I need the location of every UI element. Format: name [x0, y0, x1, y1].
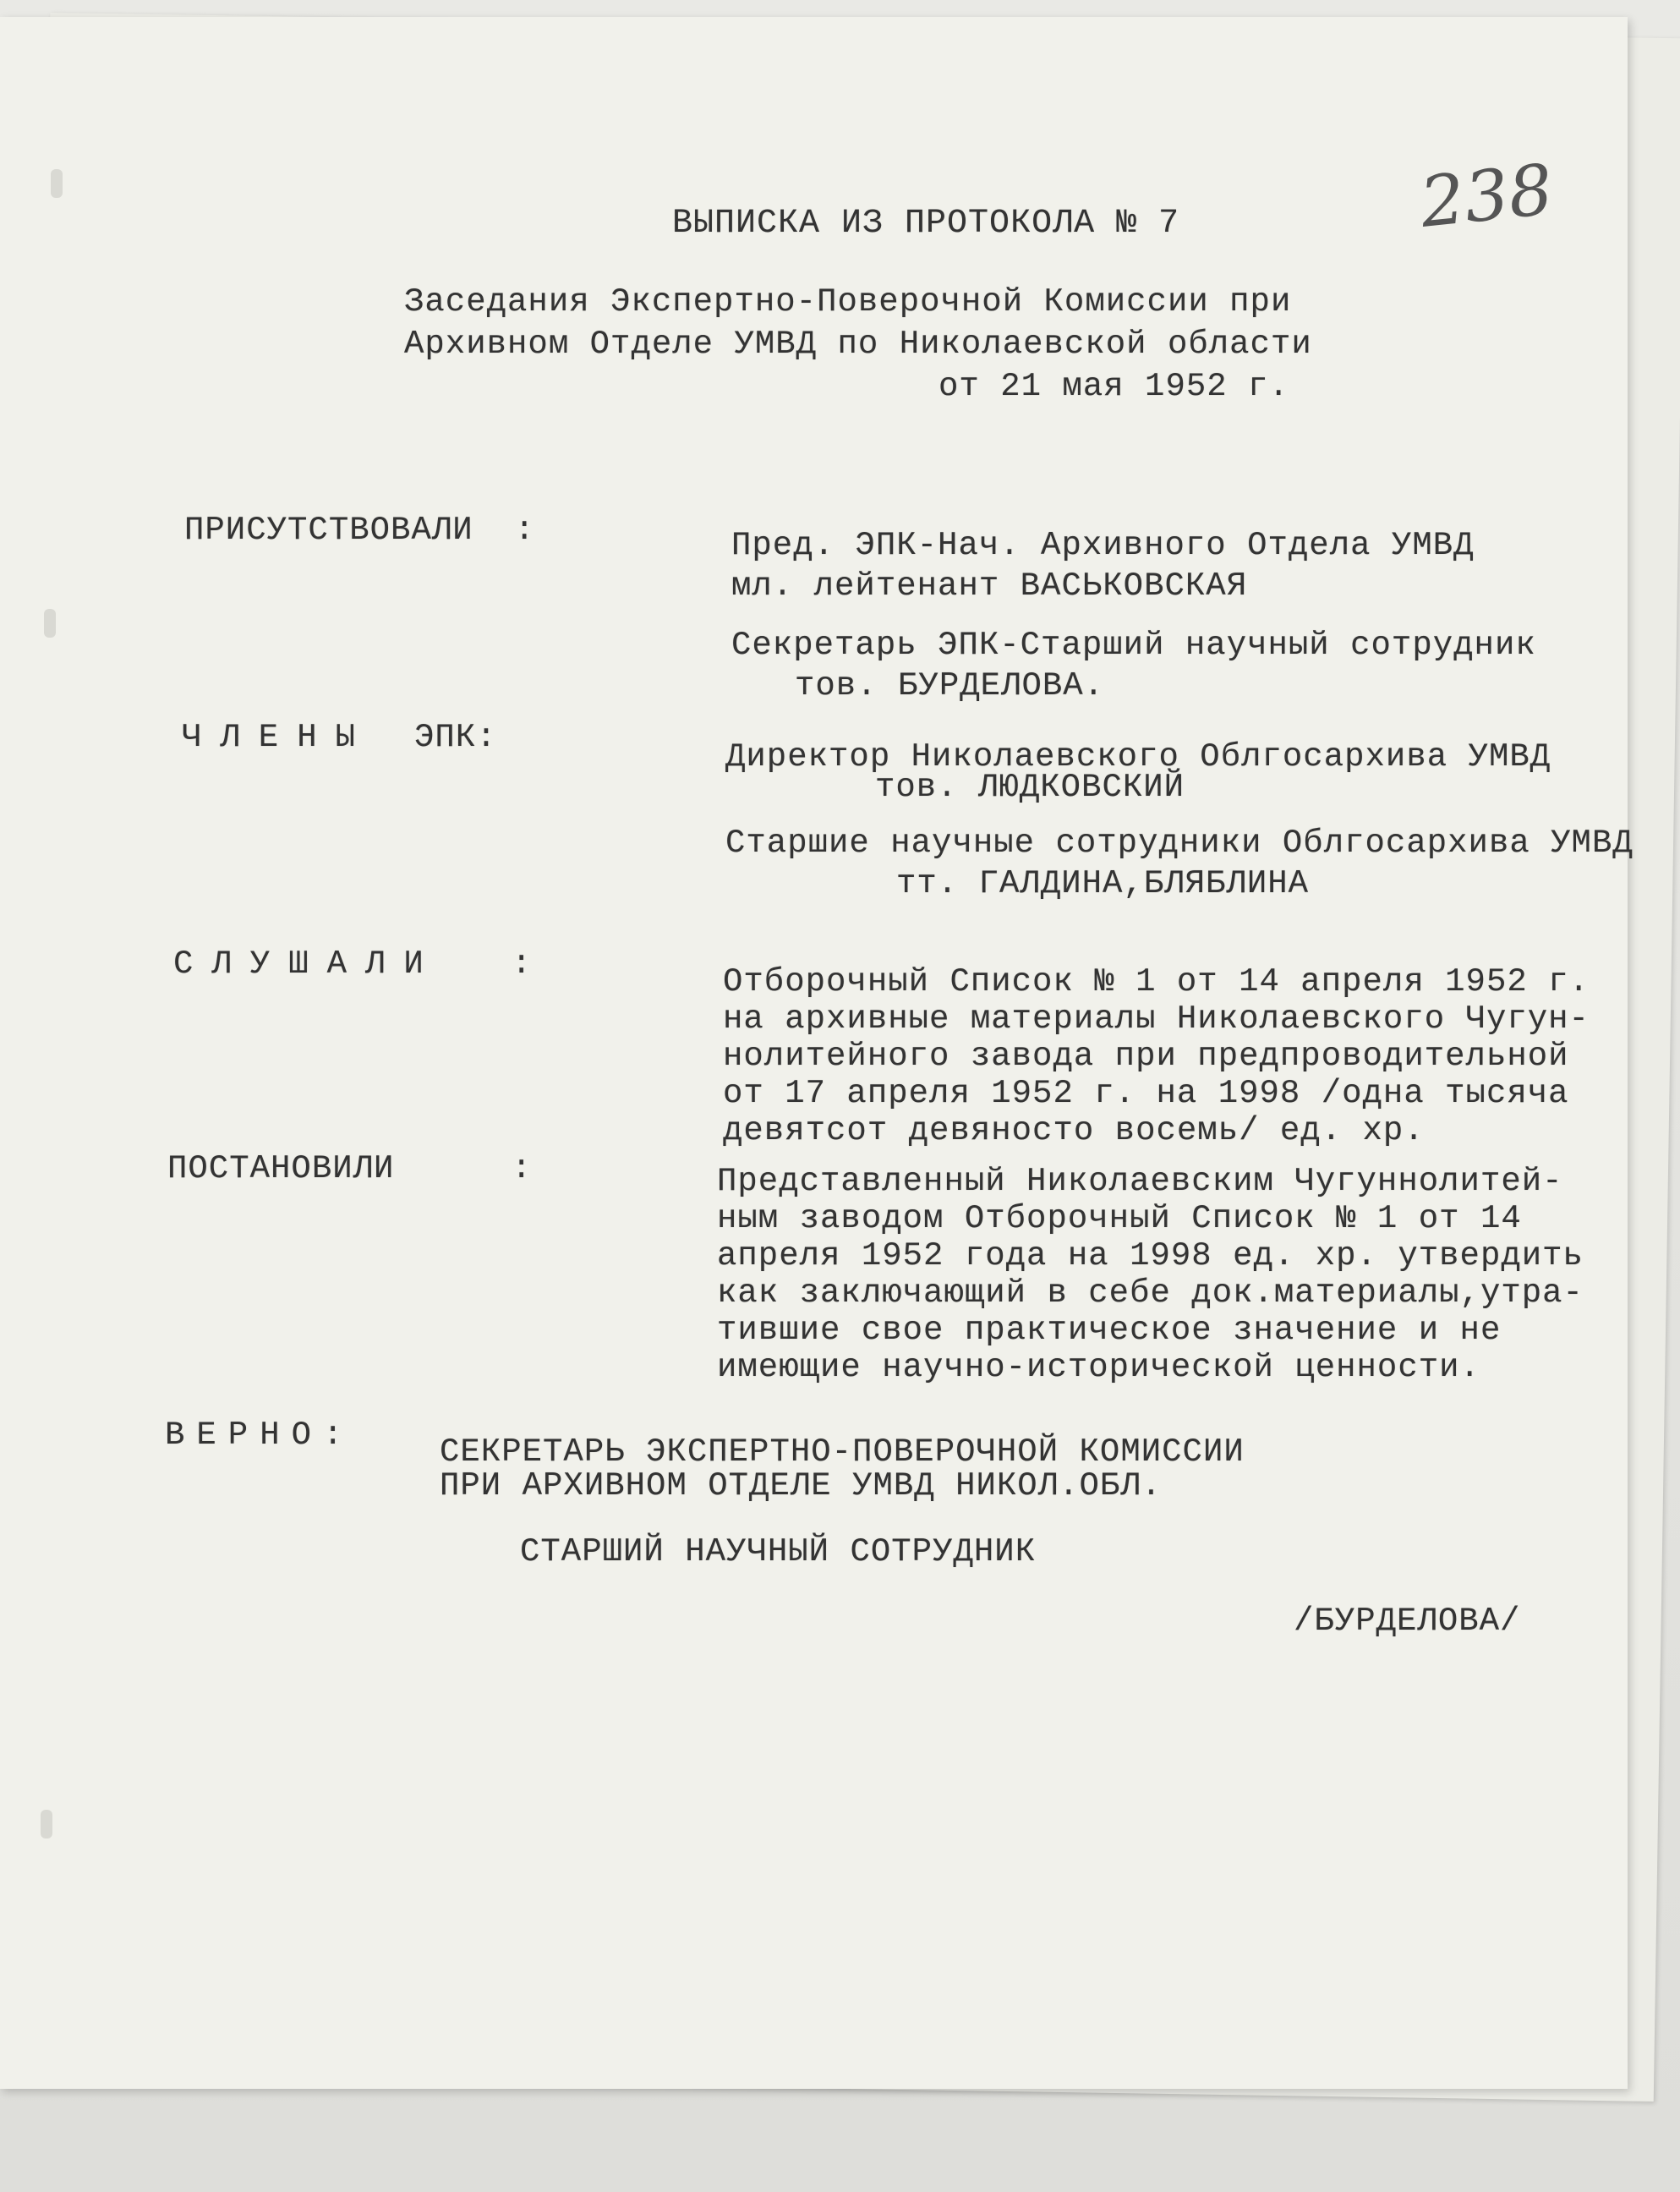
resolved-line-6: имеющие научно-исторической ценности.: [717, 1349, 1480, 1386]
members-label: ЧЛЕНЫ: [182, 719, 375, 756]
members-director-line-1: Директор Николаевского Облгосархива УМВД: [725, 738, 1551, 775]
present-label: ПРИСУТСТВОВАЛИ :: [184, 512, 535, 549]
punch-hole: [51, 169, 63, 198]
present-chair-line-2: мл. лейтенант ВАСЬКОВСКАЯ: [731, 567, 1248, 605]
certified-label: ВЕРНО:: [165, 1417, 355, 1454]
resolved-line-3: апреля 1952 года на 1998 ед. хр. утвердить: [717, 1237, 1584, 1274]
heard-line-5: девятсот девяносто восемь/ ед. хр.: [723, 1112, 1425, 1149]
resolved-line-4: как заключающий в себе док.материалы,утра-: [717, 1274, 1584, 1312]
resolved-label: ПОСТАНОВИЛИ: [167, 1150, 395, 1187]
members-staff-line-1: Старшие научные сотрудники Облгосархива УМВД: [725, 825, 1633, 862]
punch-hole: [44, 609, 56, 638]
document-title: ВЫПИСКА ИЗ ПРОТОКОЛА № 7: [672, 205, 1180, 243]
subtitle-line-1: Заседания Экспертно-Поверочной Комиссии при: [404, 283, 1292, 321]
members-label-epk: ЭПК:: [414, 719, 497, 756]
heard-label: СЛУШАЛИ: [173, 945, 442, 983]
heard-colon: :: [512, 945, 533, 983]
resolved-line-2: ным заводом Отборочный Список № 1 от 14: [717, 1200, 1522, 1237]
present-secretary-line-1: Секретарь ЭПК-Старший научный сотрудник: [731, 627, 1536, 664]
present-secretary-line-2: тов. БУРДЕЛОВА.: [795, 667, 1105, 704]
resolved-line-1: Представленный Николаевским Чугуннолитей-: [717, 1163, 1563, 1200]
subtitle-line-2: Архивном Отделе УМВД по Николаевской области: [404, 326, 1312, 363]
members-staff-line-2: тт. ГАЛДИНА,БЛЯБЛИНА: [896, 865, 1310, 902]
heard-line-3: нолитейного завода при предпроводительной: [723, 1038, 1569, 1075]
signature-name: /БУРДЕЛОВА/: [1294, 1603, 1521, 1640]
resolved-line-5: тившие свое практическое значение и не: [717, 1312, 1502, 1349]
heard-line-1: Отборочный Список № 1 от 14 апреля 1952 г.: [723, 963, 1590, 1000]
present-chair-line-1: Пред. ЭПК-Нач. Архивного Отдела УМВД: [731, 527, 1475, 564]
certified-line-2: ПРИ АРХИВНОМ ОТДЕЛЕ УМВД НИКОЛ.ОБЛ.: [440, 1467, 1163, 1504]
punch-hole: [41, 1810, 52, 1839]
subtitle-date: от 21 мая 1952 г.: [939, 368, 1289, 405]
resolved-colon: :: [512, 1150, 533, 1187]
members-director-line-2: тов. ЛЮДКОВСКИЙ: [875, 769, 1185, 806]
heard-line-2: на архивные материалы Николаевского Чугун-: [723, 1000, 1590, 1038]
page-number: 238: [1416, 150, 1557, 244]
certified-position: СТАРШИЙ НАУЧНЫЙ СОТРУДНИК: [520, 1533, 1037, 1570]
certified-line-1: СЕКРЕТАРЬ ЭКСПЕРТНО-ПОВЕРОЧНОЙ КОМИССИИ: [440, 1433, 1245, 1471]
heard-line-4: от 17 апреля 1952 г. на 1998 /одна тысяча: [723, 1075, 1569, 1112]
document-page: [0, 17, 1633, 2089]
